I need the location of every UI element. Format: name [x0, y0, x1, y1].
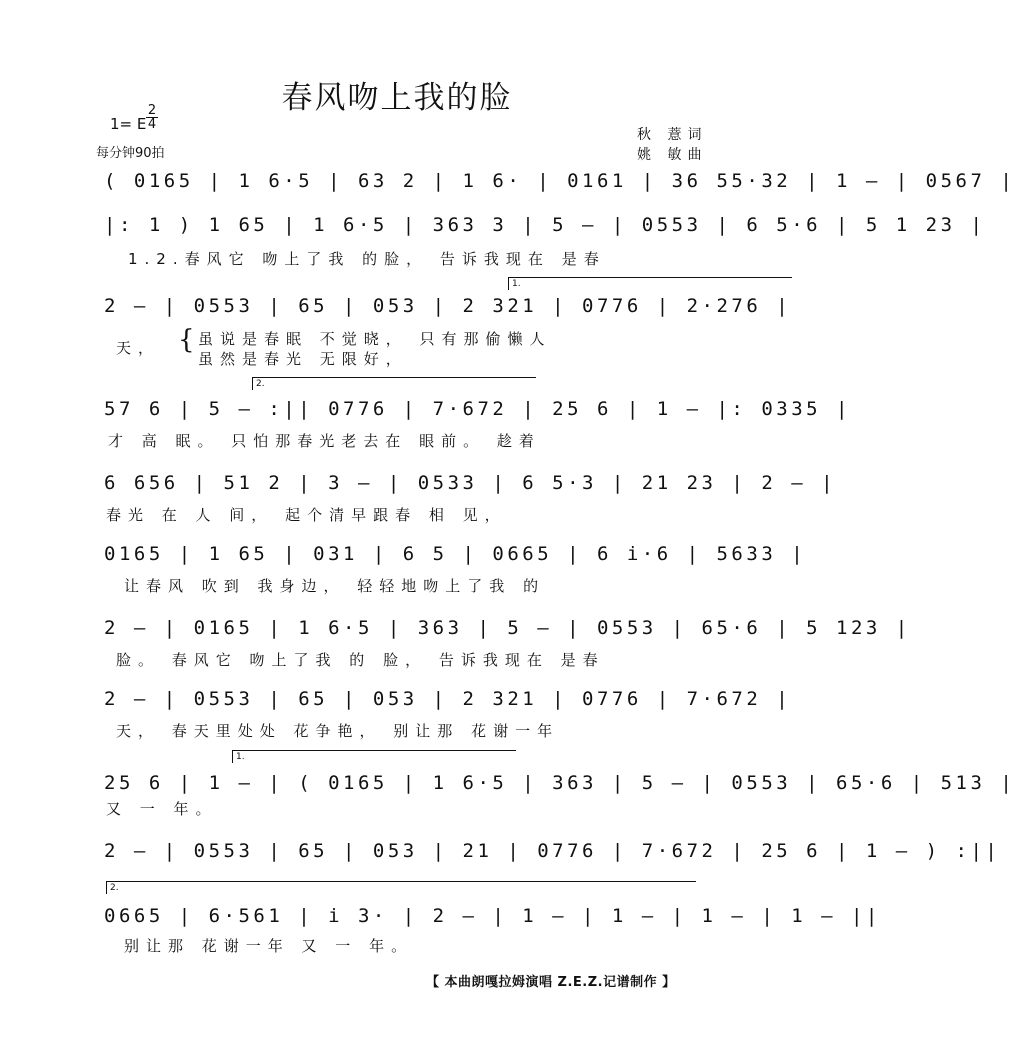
notes-line-8: 2 – | 0553 | 65 | 053 | 2 321 | 0776 | 7·672 |: [104, 688, 792, 710]
volta-2b: 2.: [106, 881, 696, 894]
footer-credit: 【 本曲朗嘎拉姆演唱 Z.E.Z.记谱制作 】: [426, 975, 676, 990]
notes-line-11: 0665 | 6·561 | i 3· | 2 – | 1 – | 1 – | 1 – | 1 – ||: [104, 905, 881, 927]
notes-line-3: 2 – | 0553 | 65 | 053 | 2 321 | 0776 | 2·276 |: [104, 295, 792, 317]
verse-brace: {: [178, 325, 195, 355]
volta-1b: 1.: [232, 750, 516, 763]
time-signature: [146, 104, 158, 131]
notes-line-9: 25 6 | 1 – | ( 0165 | 1 6·5 | 363 | 5 – | 0553 | 65·6 | 513 |: [104, 772, 1015, 794]
lyrics-line-9: 又 一 年。: [106, 800, 218, 818]
lyrics-line-7: 脸。 春风它 吻上了我 的 脸， 告诉我现在 是春: [116, 651, 605, 669]
notes-line-2: |: 1 ) 1 65 | 1 6·5 | 363 3 | 5 – | 0553 | 6 5·6 | 5 1 23 |: [104, 214, 986, 236]
notes-line-6: 0165 | 1 65 | 031 | 6 5 | 0665 | 6 i·6 | 5633 |: [104, 543, 807, 565]
notes-line-1: ( 0165 | 1 6·5 | 63 2 | 1 6· | 0161 | 36 55·32 | 1 – | 0567 |: [104, 170, 1015, 192]
song-title: 春风吻上我的脸: [281, 80, 513, 116]
notes-line-10: 2 – | 0553 | 65 | 053 | 21 | 0776 | 7·672 | 25 6 | 1 – ) :||: [104, 840, 1001, 862]
time-bottom: 4: [147, 117, 157, 132]
lyrics-line-3-verse-b: 虽然是春光 无限好，: [198, 350, 408, 368]
notes-line-4: 57 6 | 5 – :|| 0776 | 7·672 | 25 6 | 1 – |: 0335 |: [104, 398, 851, 420]
lyrics-line-6: 让春风 吹到 我身边， 轻轻地吻上了我 的: [124, 577, 546, 595]
key-signature: 1= E: [110, 115, 147, 133]
tempo-marking: 每分钟90拍: [96, 146, 165, 161]
notes-line-7: 2 – | 0165 | 1 6·5 | 363 | 5 – | 0553 | 65·6 | 5 123 |: [104, 617, 911, 639]
lyrics-line-4: 才 高 眠。 只怕那春光老去在 眼前。 趁着: [108, 432, 541, 450]
volta-1: 1.: [508, 277, 792, 290]
lyrics-line-3-verse-a: 虽说是春眠 不觉晓， 只有那偷懒人: [198, 330, 552, 348]
lyrics-line-5: 春光 在 人 间， 起个清早跟春 相 见，: [106, 506, 507, 524]
lyricist-credit: 秋 薏词: [637, 127, 708, 143]
composer-credit: 姚 敏曲: [637, 147, 708, 163]
volta-2: 2.: [252, 377, 536, 390]
lyrics-line-11: 别让那 花谢一年 又 一 年。: [124, 937, 414, 955]
lyrics-line-2: 1.2.春风它 吻上了我 的脸， 告诉我现在 是春: [128, 250, 606, 268]
lyrics-line-3: 天，: [116, 339, 161, 357]
time-top: 2: [147, 103, 157, 118]
notes-line-5: 6 656 | 51 2 | 3 – | 0533 | 6 5·3 | 21 23 | 2 – |: [104, 472, 837, 494]
lyrics-line-8: 天， 春天里处处 花争艳， 别让那 花谢一年: [116, 722, 560, 740]
